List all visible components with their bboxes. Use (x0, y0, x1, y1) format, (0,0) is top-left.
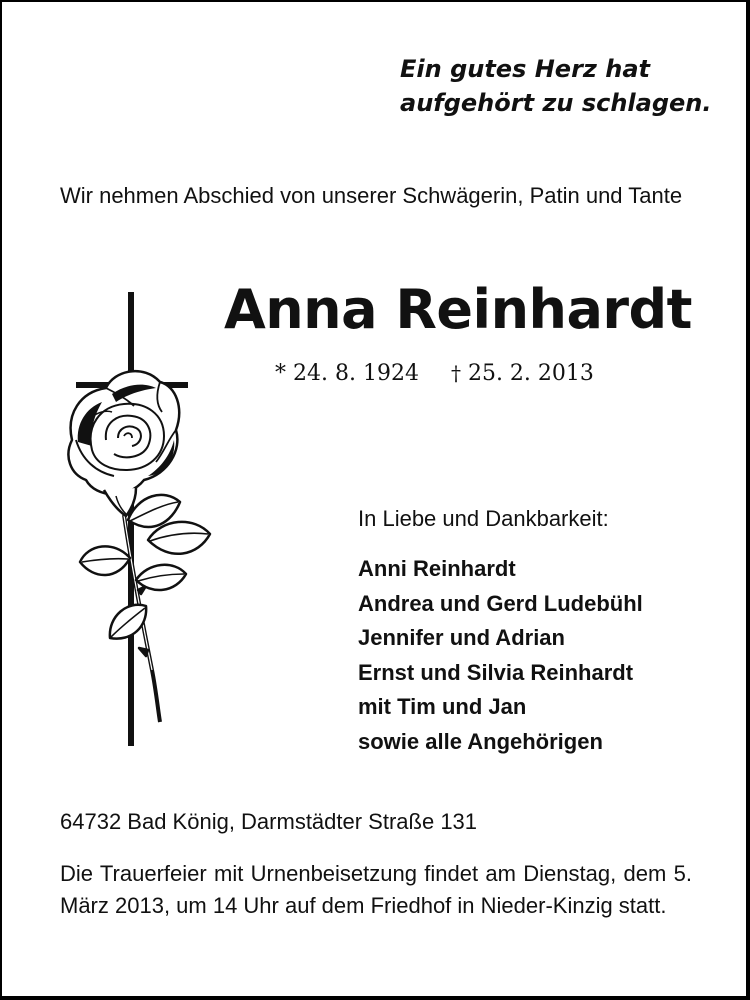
birth-date: * 24. 8. 1924 (275, 361, 419, 386)
mourners-list (358, 552, 643, 759)
address: 64732 Bad König, Darmstädter Straße 131 (60, 809, 478, 834)
intro-text: Wir nehmen Abschied von unserer Schwägerin, Patin und Tante (60, 183, 683, 208)
mourner-name: Ernst und Silvia Reinhardt (358, 659, 634, 685)
mourner-name: mit Tim und Jan (358, 694, 527, 719)
rose-icon (68, 371, 210, 722)
motto-line-2: aufgehört zu schlagen. (400, 89, 712, 117)
death-cross-icon: † (450, 361, 461, 385)
motto (400, 52, 712, 120)
mourner-name: Anni Reinhardt (358, 556, 516, 581)
cross-rose-emblem (52, 290, 212, 750)
death-date: 25. 2. 2013 (467, 361, 594, 386)
mourner-name: sowie alle Angehörigen (358, 728, 603, 754)
motto-line-1: Ein gutes Herz hat (400, 55, 650, 83)
mourner-name: Jennifer und Adrian (358, 625, 565, 650)
closing-line: In Liebe und Dankbarkeit: (358, 506, 609, 531)
life-dates (275, 358, 594, 389)
service-notice: Die Trauerfeier mit Urnenbeisetzung findet am Dienstag, dem 5. März 2013, um 14 Uhr auf dem Friedhof in Nieder-Kinzig statt. (60, 861, 692, 918)
deceased-name: Anna Reinhardt (223, 278, 692, 341)
mourner-name: Andrea und Gerd Ludebühl (358, 590, 643, 616)
